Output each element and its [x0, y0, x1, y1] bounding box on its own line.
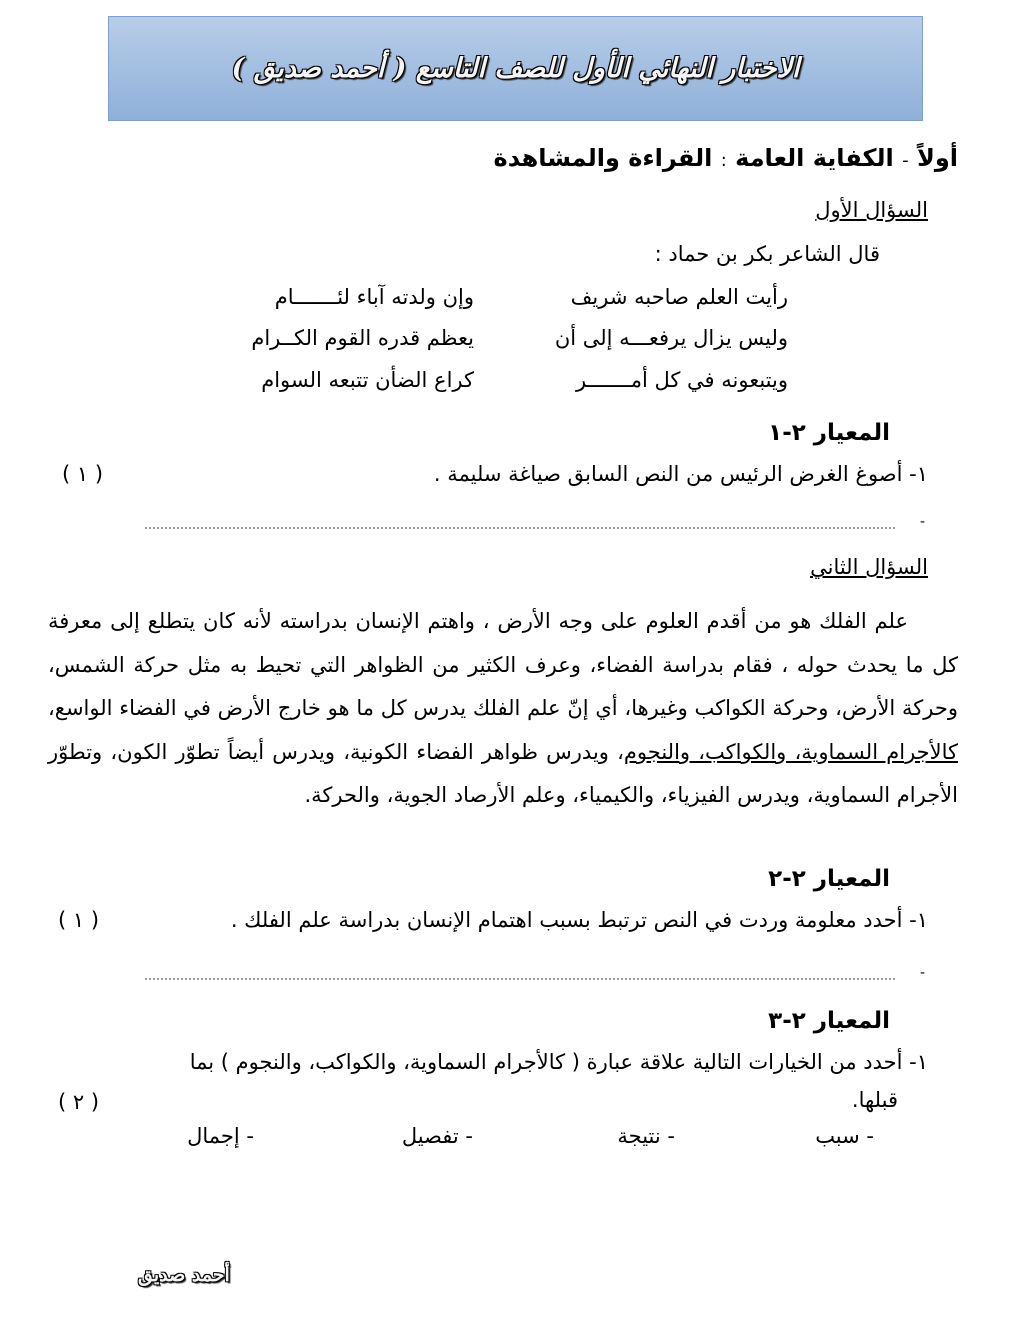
competency-label: الكفاية العامة — [735, 144, 894, 172]
poem-intro: قال الشاعر بكر بن حماد : — [654, 242, 880, 266]
exam-title: الاختبار النهائي الأول للصف التاسع ( أحمد صديق ) — [231, 53, 800, 84]
section-colon: : — [720, 150, 727, 171]
answer-line-2[interactable] — [145, 978, 895, 980]
author-signature: أحمد صديق — [138, 1264, 230, 1286]
question3-mark: ( ٢ ) — [58, 1090, 100, 1114]
question3-item-line2: قبلها. — [851, 1088, 898, 1112]
answer-line-1-dash: - — [920, 514, 926, 530]
question2-title: السؤال الثاني — [810, 555, 928, 579]
section-heading — [494, 144, 958, 172]
answer-line-1[interactable] — [145, 527, 895, 529]
question1-mark: ( ١ ) — [62, 462, 104, 486]
question1-item: ١- أصوغ الغرض الرئيس من النص السابق صياغة سليمة . — [433, 462, 928, 486]
paragraph-underlined-phrase: كالأجرام السماوية، والكواكب، والنجوم — [623, 739, 959, 764]
option-result[interactable]: - نتيجة — [617, 1124, 675, 1148]
option-cause[interactable]: - سبب — [815, 1124, 874, 1148]
standard-2-1: المعيار ٢-١ — [768, 420, 890, 446]
option-detail[interactable]: - تفصيل — [401, 1124, 473, 1148]
answer-line-2-dash: - — [920, 965, 926, 981]
question3-item-line1: ١- أحدد من الخيارات التالية علاقة عبارة ( كالأجرام السماوية، والكواكب، والنجوم ) بما — [189, 1050, 928, 1074]
section-label: أولاً — [916, 144, 958, 172]
standard-2-2: المعيار ٢-٢ — [768, 866, 890, 892]
question2-item: ١- أحدد معلومة وردت في النص ترتبط بسبب اهتمام الإنسان بدراسة علم الفلك . — [230, 908, 928, 932]
header-banner — [108, 16, 923, 121]
astronomy-paragraph — [48, 600, 958, 818]
option-summary[interactable]: - إجمال — [187, 1124, 254, 1148]
standard-2-3: المعيار ٢-٣ — [768, 1008, 890, 1034]
verse-3-second: كراع الضأن تتبعه السوام — [261, 368, 474, 392]
verse-2-first: وليس يزال يرفعـــه إلى أن — [554, 326, 788, 350]
verse-3-first: ويتبعونه في كل أمـــــــر — [576, 368, 788, 392]
question2-mark: ( ١ ) — [58, 908, 100, 932]
verse-1-first: رأيت العلم صاحبه شريف — [570, 285, 788, 309]
question1-title: السؤال الأول — [815, 198, 928, 222]
section-dash: - — [902, 150, 909, 171]
verse-2-second: يعظم قدره القوم الكــرام — [251, 326, 474, 350]
competency-topic: القراءة والمشاهدة — [493, 144, 713, 172]
paragraph-text-start: علم الفلك هو من أقدم العلوم على وجه الأرض ، واهتم الإنسان بدراسته لأنه كان يتطلع إلى معرفة كل ما يحدث حوله ، فقام بدراسة الفضاء، وعرف الكثير من الظواهر التي تحيط به مثل حركة الشمس، وحركة الأرض، وحركة الكواكب وغيرها، أي إنّ علم الفلك يدرس كل ما هو خارج الأرض في الفضاء الواسع، — [48, 609, 958, 720]
paragraph-text-end: ، ويدرس ظواهر الفضاء الكونية، ويدرس أيضاً تطوّر الكون، وتطوّر الأجرام السماوية، ويدرس الفيزياء، والكيمياء، وعلم الأرصاد الجوية، والحركة. — [48, 739, 958, 807]
verse-1-second: وإن ولدته آباء لئـــــــام — [274, 285, 474, 309]
